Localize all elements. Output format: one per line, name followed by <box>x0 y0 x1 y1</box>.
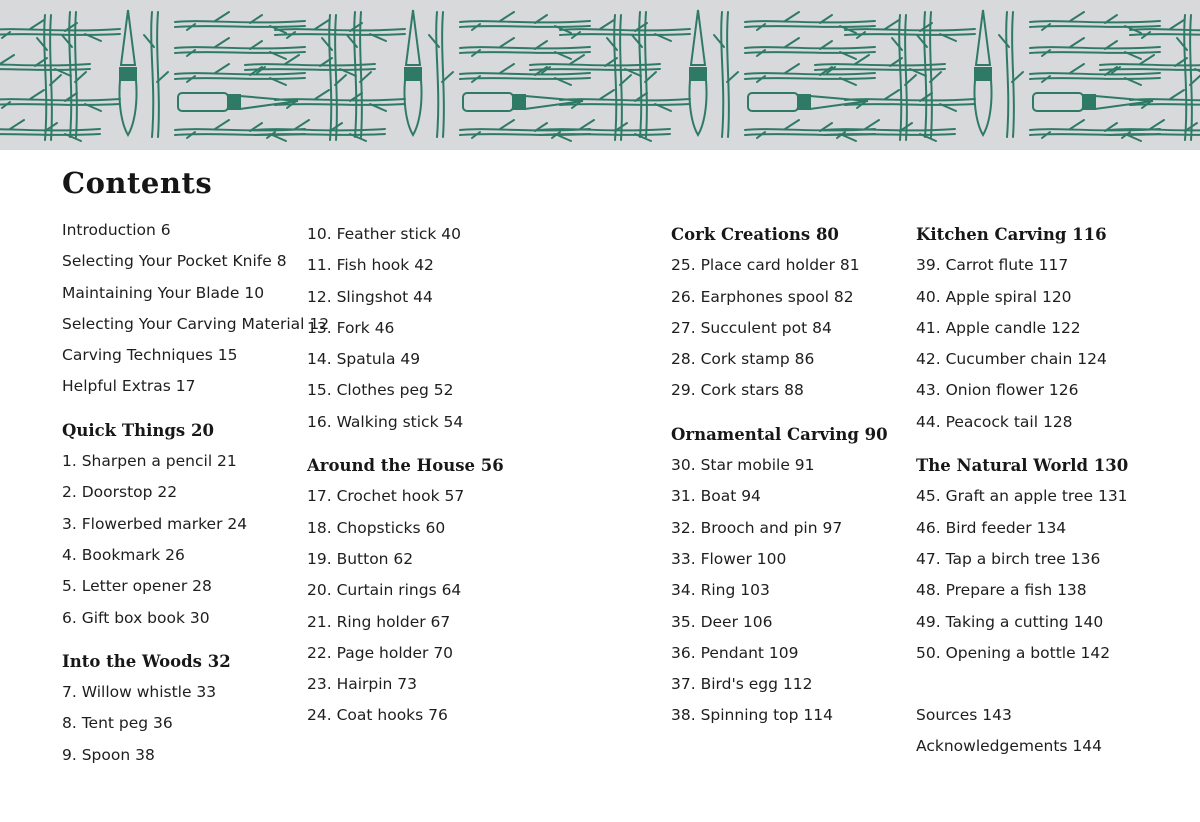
section-heading-kitchen-carving: Kitchen Carving 116 <box>916 225 1107 244</box>
toc-entry: 2. Doorstop 22 <box>62 483 178 502</box>
toc-entry: 42. Cucumber chain 124 <box>916 350 1107 369</box>
toc-entry: 22. Page holder 70 <box>307 643 454 662</box>
toc-entry-introduction: Introduction 6 <box>62 221 171 239</box>
toc-column-2 <box>307 219 552 732</box>
toc-entry: 25. Place card holder 81 <box>671 256 860 275</box>
toc-entry: 12. Slingshot 44 <box>307 287 433 306</box>
branch-knife-pattern <box>0 0 1200 150</box>
toc-entry-selecting-carving-material: Selecting Your Carving Material 12 <box>62 314 330 333</box>
toc-entry: 39. Carrot flute 117 <box>916 256 1069 275</box>
toc-entry: 38. Spinning top 114 <box>671 706 834 725</box>
toc-entry: 3. Flowerbed marker 24 <box>62 514 248 533</box>
toc-column-3 <box>671 219 916 732</box>
toc-entry: 45. Graft an apple tree 131 <box>916 487 1128 506</box>
toc-entry: 8. Tent peg 36 <box>62 714 173 733</box>
header-illustration-banner <box>0 0 1200 150</box>
section-heading-quick-things: Quick Things 20 <box>62 420 214 440</box>
toc-entry: 19. Button 62 <box>307 549 414 568</box>
toc-entry: 5. Letter opener 28 <box>62 577 212 596</box>
toc-entry: 14. Spatula 49 <box>307 350 421 369</box>
toc-entry: 28. Cork stamp 86 <box>671 350 815 369</box>
toc-entry: 4. Bookmark 26 <box>62 545 185 564</box>
toc-entry: 20. Curtain rings 64 <box>307 581 462 600</box>
toc-entry: 16. Walking stick 54 <box>307 412 464 431</box>
toc-entry: 29. Cork stars 88 <box>671 381 804 400</box>
toc-entry: 6. Gift box book 30 <box>62 608 210 627</box>
toc-entry: 31. Boat 94 <box>671 487 761 506</box>
toc-entry: 7. Willow whistle 33 <box>62 683 217 702</box>
toc-entry: 49. Taking a cutting 140 <box>916 612 1104 631</box>
section-heading-ornamental-carving: Ornamental Carving 90 <box>671 424 888 444</box>
toc-entry: 34. Ring 103 <box>671 581 770 600</box>
toc-entry: 44. Peacock tail 128 <box>916 412 1073 431</box>
toc-entry: 21. Ring holder 67 <box>307 612 451 631</box>
toc-entry: 50. Opening a bottle 142 <box>916 643 1111 662</box>
toc-entry: 17. Crochet hook 57 <box>307 487 465 506</box>
toc-entry-carving-techniques: Carving Techniques 15 <box>62 346 238 365</box>
toc-entry: 33. Flower 100 <box>671 549 787 568</box>
toc-entry: 18. Chopsticks 60 <box>307 518 446 537</box>
section-heading-cork-creations: Cork Creations 80 <box>671 225 839 244</box>
toc-entry-maintaining-blade: Maintaining Your Blade 10 <box>62 283 265 302</box>
page-title: Contents <box>62 166 213 200</box>
toc-entry-sources: Sources 143 <box>916 706 1012 725</box>
toc-entry: 43. Onion flower 126 <box>916 381 1079 400</box>
toc-entry: 1. Sharpen a pencil 21 <box>62 452 237 471</box>
toc-entry: 46. Bird feeder 134 <box>916 518 1067 537</box>
toc-entry: 48. Prepare a fish 138 <box>916 581 1087 600</box>
section-heading-around-the-house: Around the House 56 <box>307 456 504 476</box>
toc-entry: 11. Fish hook 42 <box>307 256 434 275</box>
section-heading-natural-world: The Natural World 130 <box>916 456 1129 476</box>
toc-entry: 30. Star mobile 91 <box>671 456 815 475</box>
toc-entry: 23. Hairpin 73 <box>307 675 418 694</box>
toc-entry: 32. Brooch and pin 97 <box>671 518 843 537</box>
toc-entry: 36. Pendant 109 <box>671 643 799 662</box>
toc-entry: 10. Feather stick 40 <box>307 225 462 243</box>
toc-entry: 26. Earphones spool 82 <box>671 287 854 306</box>
toc-entry-acknowledgements: Acknowledgements 144 <box>916 737 1102 756</box>
toc-entry: 35. Deer 106 <box>671 612 773 631</box>
toc-entry: 47. Tap a birch tree 136 <box>916 549 1101 568</box>
toc-entry: 40. Apple spiral 120 <box>916 287 1072 306</box>
toc-entry: 9. Spoon 38 <box>62 745 155 764</box>
section-heading-into-the-woods: Into the Woods 32 <box>62 651 231 671</box>
toc-column-4 <box>916 219 1161 763</box>
toc-entry: 13. Fork 46 <box>307 318 395 337</box>
toc-column-1 <box>62 215 330 771</box>
toc-entry-selecting-pocket-knife: Selecting Your Pocket Knife 8 <box>62 252 287 271</box>
toc-entry: 15. Clothes peg 52 <box>307 381 454 400</box>
toc-entry: 37. Bird's egg 112 <box>671 675 813 694</box>
toc-entry: 41. Apple candle 122 <box>916 318 1081 337</box>
toc-entry: 24. Coat hooks 76 <box>307 706 448 725</box>
toc-entry: 27. Succulent pot 84 <box>671 318 832 337</box>
toc-entry-helpful-extras: Helpful Extras 17 <box>62 377 196 396</box>
